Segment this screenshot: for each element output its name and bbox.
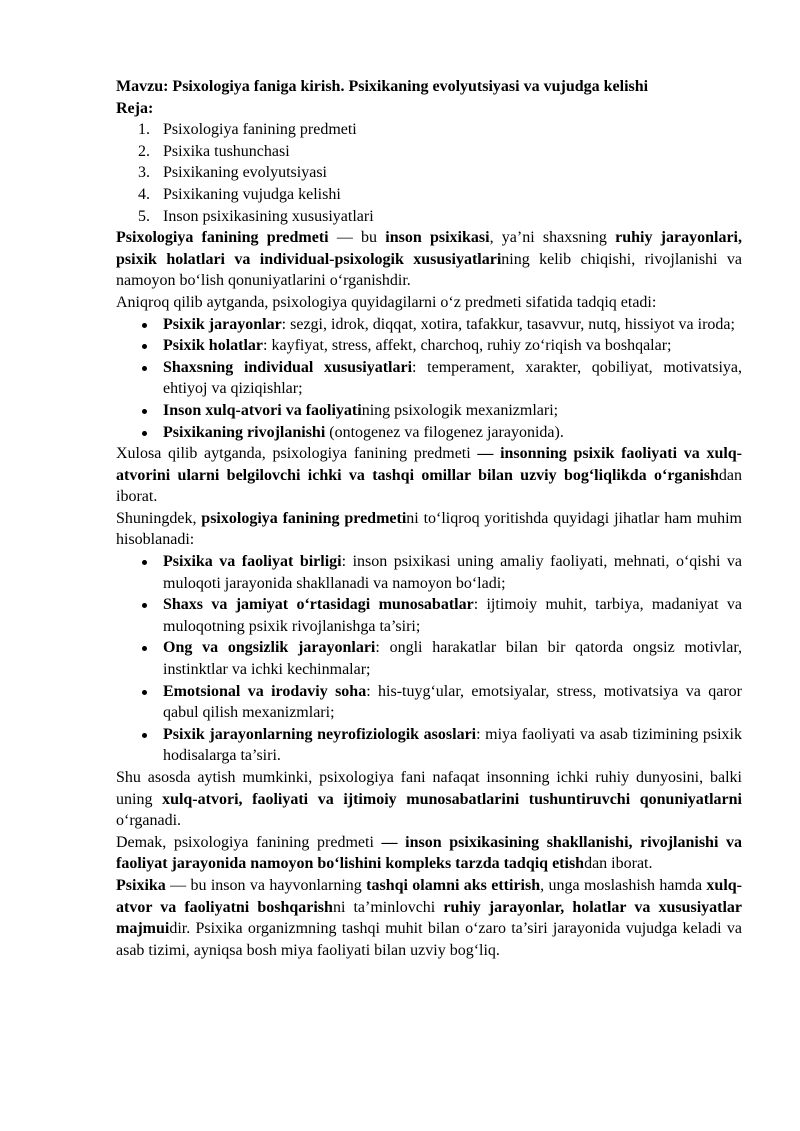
list-item bbox=[163, 637, 742, 680]
list-item bbox=[163, 314, 742, 336]
text-run: (ontogenez va filogenez jarayonida). bbox=[325, 423, 564, 441]
plan-item bbox=[138, 162, 742, 184]
plan-item-number: 1. bbox=[138, 121, 150, 139]
text-run: ning psixologik mexanizmlari; bbox=[361, 401, 559, 419]
bold-term: Shaxs va jamiyat o‘rtasidagi munosabatlar bbox=[163, 596, 474, 614]
list-item bbox=[163, 594, 742, 637]
plan-item bbox=[138, 184, 742, 206]
bold-term: Inson xulq-atvori va faoliyati bbox=[163, 401, 362, 419]
bold-term: tashqi olamni aks ettirish bbox=[366, 876, 541, 894]
text-run: ni to‘liqroq yoritishda quyidagi jihatlar ham muhim hisoblanadi: bbox=[116, 509, 742, 549]
text-run: : his-tuyg‘ular, emotsiyalar, stress, motivatsiya va qaror qabul qilish mexanizmlari; bbox=[163, 682, 742, 722]
bold-term: Psixikaning rivojlanishi bbox=[163, 423, 326, 441]
text-run: : miya faoliyati va asab tizimining psixik hodisalarga ta’siri. bbox=[163, 725, 742, 765]
bold-term: ruhiy jarayonlari, psixik holatlari va individual-psixologik xususiyatlari bbox=[116, 229, 742, 268]
text-run: ning kelib chiqishi, rivojlanishi va namoyon bo‘lish qonuniyatlarini o‘rganishdir. bbox=[116, 250, 742, 290]
document-title: Mavzu: Psixologiya faniga kirish. Psixikaning evolyutsiyasi va vujudga kelishi bbox=[116, 78, 649, 95]
text-run: : ongli harakatlar bilan bir qatorda ongsiz motivlar, instinktlar va ichki kechinmalar; bbox=[163, 639, 742, 679]
plan-item-number: 3. bbox=[138, 164, 150, 182]
text-run: : sezgi, idrok, diqqat, xotira, tafakkur, tasavvur, nutq, hissiyot va iroda; bbox=[281, 315, 735, 333]
plan-item bbox=[138, 141, 742, 163]
aspects-list bbox=[116, 551, 742, 767]
plan-item-number: 4. bbox=[138, 185, 150, 203]
text-run: o‘rganadi. bbox=[116, 812, 182, 830]
plan-item bbox=[138, 119, 742, 141]
text-run: : inson psixikasi uning amaliy faoliyati, mehnati, o‘qishi va muloqoti jarayonida shakllanadi va namoyon bo‘ladi; bbox=[163, 553, 743, 592]
paragraph-additional-aspects bbox=[116, 508, 742, 551]
text-run: dan iborat. bbox=[116, 466, 742, 506]
subject-list bbox=[116, 314, 742, 444]
text-run: — bu bbox=[328, 229, 386, 247]
paragraph-conclusion bbox=[116, 443, 742, 508]
text-run: — bu inson va hayvonlarning bbox=[165, 876, 367, 894]
text-run: : kayfiyat, stress, affekt, charchoq, ruhiy zo‘riqish va boshqalar; bbox=[263, 337, 672, 355]
text-run: , unga moslashish hamda bbox=[540, 876, 707, 894]
bold-term: xulq-atvori, faoliyati va ijtimoiy munosabatlarini tushuntiruvchi qonuniyatlarni bbox=[162, 790, 743, 808]
text-run: : ijtimoiy muhit, tarbiya, madaniyat va muloqotning psixik rivojlanishga ta’siri; bbox=[163, 596, 742, 635]
plan-item-text: Inson psixikasining xususiyatlari bbox=[163, 207, 374, 225]
text-run: dan iborat. bbox=[584, 855, 653, 873]
plan-item-text: Psixika tushunchasi bbox=[163, 142, 290, 160]
bold-term: inson psixikasi bbox=[385, 229, 490, 247]
text-run: Shuningdek, bbox=[116, 509, 202, 527]
bold-term: Psixik jarayonlarning neyrofiziologik asoslari bbox=[163, 725, 477, 743]
bold-term: Ong va ongsizlik jarayonlari bbox=[163, 639, 376, 657]
plan-item-text: Psixikaning evolyutsiyasi bbox=[163, 164, 327, 182]
text-run: ni ta’minlovchi bbox=[332, 898, 444, 916]
bold-term: Psixika va faoliyat birligi bbox=[163, 553, 342, 571]
plan-item-text: Psixikaning vujudga kelishi bbox=[163, 185, 341, 203]
bold-term: — insonning psixik faoliyati va xulq-atvorini ularni belgilovchi ichki va tashqi omillar bilan uzviy bog‘liqlikda o‘rganish bbox=[116, 445, 743, 484]
plan-item-number: 5. bbox=[138, 207, 150, 225]
bold-term: Shaxsning individual xususiyatlari bbox=[163, 358, 413, 376]
plan-item bbox=[138, 206, 742, 228]
text-run: Xulosa qilib aytganda, psixologiya fanining predmeti bbox=[116, 445, 478, 463]
list-item bbox=[163, 724, 742, 767]
plan-item-number: 2. bbox=[138, 142, 150, 160]
list-item bbox=[163, 400, 742, 422]
text-run: Shu asosda aytish mumkinki, psixologiya fani nafaqat insonning ichki ruhiy dunyosini, balki uning bbox=[116, 769, 742, 808]
bold-term: — inson psixikasining shakllanishi, rivojlanishi va faoliyat jarayonida namoyon bo‘lishini kompleks tarzda tadqiq etish bbox=[116, 833, 743, 873]
bold-term: ruhiy jarayonlar, holatlar va xususiyatlar majmui bbox=[116, 898, 743, 938]
paragraph-subject-definition bbox=[116, 227, 742, 292]
bold-term: Psixik jarayonlar bbox=[163, 315, 282, 333]
paragraph-final-definition bbox=[116, 832, 742, 875]
list-item bbox=[163, 357, 742, 400]
bold-term: psixologiya fanining predmeti bbox=[201, 509, 407, 527]
text-run: : temperament, xarakter, qobiliyat, motivatsiya, ehtiyoj va qiziqishlar; bbox=[163, 358, 742, 398]
bold-term: Psixik holatlar bbox=[163, 337, 264, 355]
text-run: Demak, psixologiya fanining predmeti bbox=[116, 833, 382, 851]
bold-term: Psixologiya fanining predmeti bbox=[116, 229, 329, 247]
list-item bbox=[163, 422, 742, 444]
plan-item-text: Psixologiya fanining predmeti bbox=[163, 121, 357, 139]
bold-term: Psixika bbox=[116, 876, 166, 894]
plan-heading: Reja: bbox=[116, 99, 154, 117]
text-run: , ya’ni shaxsning bbox=[489, 229, 616, 247]
plan-list bbox=[116, 119, 742, 227]
bold-term: xulq-atvor va faoliyatni boshqarish bbox=[116, 876, 742, 916]
list-item bbox=[163, 551, 742, 594]
text-run: dir. Psixika organizmning tashqi muhit bilan o‘zaro ta’siri jarayonida vujudga keladi va asab tizimi, ayniqsa bosh miya faoliyati bilan uzviy bog‘liq. bbox=[116, 920, 742, 959]
list-item bbox=[163, 335, 742, 357]
paragraph-psyche-definition bbox=[116, 875, 742, 961]
list-item bbox=[163, 681, 742, 724]
paragraph-summary bbox=[116, 767, 742, 832]
bold-term: Emotsional va irodaviy soha bbox=[163, 682, 367, 700]
paragraph-intro-list: Aniqroq qilib aytganda, psixologiya quyidagilarni o‘z predmeti sifatida tadqiq etadi: bbox=[116, 293, 657, 311]
